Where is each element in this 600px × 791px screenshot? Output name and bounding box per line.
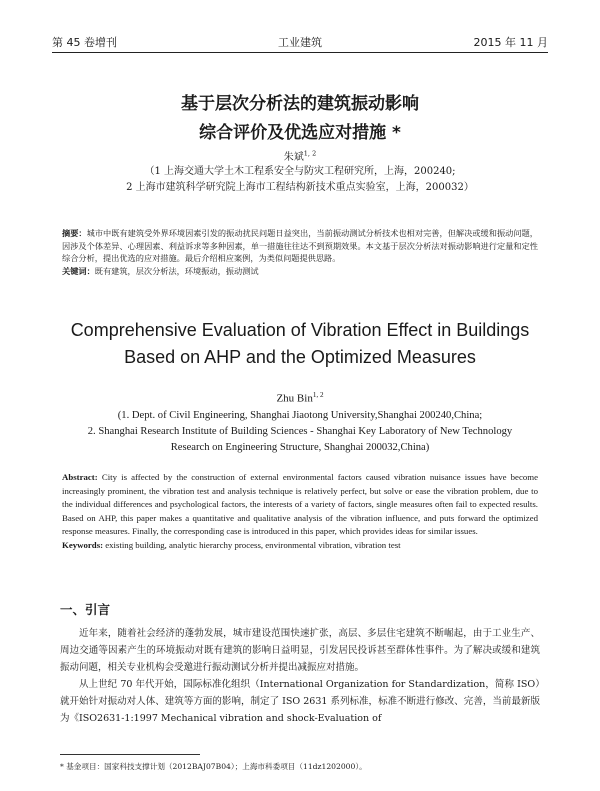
english-affil-1: (1. Dept. of Civil Engineering, Shanghai Jiaotong University,Shanghai 200240,China; <box>117 410 483 421</box>
english-title-line-1: Comprehensive Evaluation of Vibration Effect in Buildings <box>70 320 530 340</box>
chinese-author-affil-mark: 1, 2 <box>303 149 317 158</box>
chinese-keywords-text: 既有建筑，层次分析法，环境振动，振动测试 <box>94 265 259 276</box>
chinese-title-line-2: 综合评价及优选应对措施 * <box>199 123 401 143</box>
issue-date: 2015 年 11 月 <box>473 36 548 49</box>
chinese-author-name: 朱斌 <box>283 152 304 163</box>
chinese-title <box>40 90 560 148</box>
funding-footnote: * 基金项目：国家科技支撑计划（2012BAJ07B04）；上海市科委项目（11dz1202000）。 <box>60 762 367 771</box>
english-title <box>40 317 560 371</box>
english-affil-2: 2. Shanghai Research Institute of Building Sciences - Shanghai Key Laboratory of New Technology <box>87 426 513 437</box>
section-heading-introduction: 一、引言 <box>60 602 111 617</box>
english-abstract <box>62 471 538 553</box>
english-abstract-label: Abstract: <box>62 472 98 482</box>
chinese-title-line-1: 基于层次分析法的建筑振动影响 <box>181 94 419 114</box>
header-divider <box>52 52 548 53</box>
english-affil-3: Research on Engineering Structure, Shanghai 200032,China) <box>170 442 430 453</box>
english-keywords-label: Keywords: <box>62 539 104 550</box>
body-text <box>60 625 540 727</box>
footnote-divider <box>60 754 200 755</box>
english-author-affil-mark: 1, 2 <box>312 391 324 399</box>
running-header <box>52 34 548 52</box>
chinese-abstract-text: 城市中既有建筑受外界环境因素引发的振动扰民问题日益突出，当前振动测试分析技术也相对完善，但解决或缓和振动问题，因涉及个体差异、心理因素、利益诉求等多种因素，单一措施往往达不到预期效果。本文基于层次分析法对振动影响进行定量和定性综合分析，提出优选的应对措施。最后介绍相应案例，为类似问题提供思路。 <box>62 228 538 264</box>
chinese-abstract <box>62 227 538 277</box>
chinese-affiliations <box>40 164 560 196</box>
body-paragraph-1: 近年来，随着社会经济的蓬勃发展，城市建设范围快速扩张，高层、多层住宅建筑不断崛起，由于工业生产、周边交通等因素产生的环境振动对既有建筑的影响日益明显，引发居民投诉甚至群体性事件。为了解决或缓和建筑振动问题，相关专业机构会受邀进行振动测试分析并提出减振应对措施。 <box>60 628 540 673</box>
chinese-affil-2: 2 上海市建筑科学研究院上海市工程结构新技术重点实验室，上海，200032） <box>126 182 474 193</box>
english-author <box>0 391 600 405</box>
journal-name: 工业建筑 <box>278 36 322 49</box>
journal-volume: 第 45 卷增刊 <box>52 36 117 49</box>
chinese-keywords-label: 关键词： <box>62 265 95 276</box>
body-paragraph-2: 从上世纪 70 年代开始，国际标准化组织（International Organization for Standardization，简称 ISO）就开始针对振动对人体、建筑等方面的影响，制定了 ISO 2631 系列标准，标准不断进行修改、完善，当前最新版为《ISO2631-1:1997 Mechanical vibration and shock-Evaluation of <box>60 679 540 724</box>
english-abstract-text: City is affected by the construction of external environmental factors caused vibration nuisance issues have become increasingly prominent, the vibration test and analysis technique is relatively perfect, but solve or ease the vibration problem, due to the individual differences and psychological factors, the interests of a variety of factors, single measures often fail to expected results. Based on AHP, this paper makes a quantitative and qualitative analysis of the vibration influence, and puts forward the optimized response measures. Finally, the corresponding case is introduced in this paper, which provides ideas for similar issues. <box>62 472 539 537</box>
english-affiliations <box>50 408 550 456</box>
chinese-abstract-label: 摘要： <box>62 228 87 238</box>
english-title-line-2: Based on AHP and the Optimized Measures <box>124 347 476 367</box>
english-author-name: Zhu Bin <box>276 392 313 405</box>
chinese-affil-1: （1 上海交通大学土木工程系安全与防灾工程研究所，上海，200240; <box>144 166 456 177</box>
chinese-author <box>0 148 600 163</box>
english-keywords-text: existing building, analytic hierarchy process, environmental vibration, vibration test <box>105 539 401 550</box>
